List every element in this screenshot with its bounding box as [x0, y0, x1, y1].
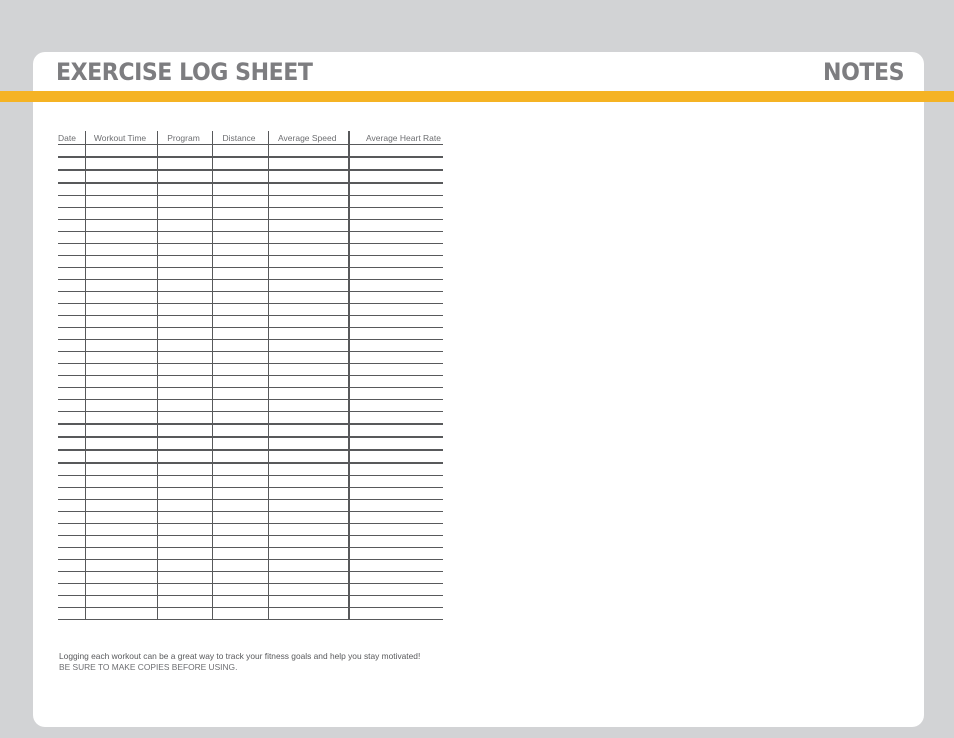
table-cell[interactable] [268, 316, 349, 328]
table-cell[interactable] [212, 183, 268, 196]
page-title: EXERCISE LOG SHEET [56, 58, 313, 86]
table-cell[interactable] [58, 170, 85, 183]
table-cell[interactable] [58, 364, 85, 376]
table-cell[interactable] [268, 584, 349, 596]
table-cell[interactable] [157, 157, 212, 170]
table-cell[interactable] [58, 340, 85, 352]
table-cell[interactable] [85, 220, 157, 232]
table-cell[interactable] [85, 316, 157, 328]
table-cell[interactable] [212, 304, 268, 316]
table-cell[interactable] [349, 584, 443, 596]
footer-note [59, 651, 420, 673]
table-cell[interactable] [157, 316, 212, 328]
table-cell[interactable] [268, 376, 349, 388]
table-cell[interactable] [268, 388, 349, 400]
table-cell[interactable] [349, 536, 443, 548]
table-row [58, 280, 443, 292]
table-cell[interactable] [349, 424, 443, 437]
table-cell[interactable] [85, 256, 157, 268]
table-cell[interactable] [58, 183, 85, 196]
table-cell[interactable] [85, 400, 157, 412]
table-cell[interactable] [58, 232, 85, 244]
table-cell[interactable] [58, 244, 85, 256]
table-cell[interactable] [157, 424, 212, 437]
column-header-program: Program [157, 131, 212, 145]
table-cell[interactable] [268, 596, 349, 608]
table-cell[interactable] [349, 572, 443, 584]
table-cell[interactable] [268, 400, 349, 412]
table-cell[interactable] [349, 548, 443, 560]
table-row [58, 388, 443, 400]
table-cell[interactable] [58, 437, 85, 450]
table-cell[interactable] [349, 316, 443, 328]
table-cell[interactable] [212, 572, 268, 584]
table-cell[interactable] [349, 437, 443, 450]
table-row [58, 412, 443, 425]
table-cell[interactable] [85, 208, 157, 220]
table-cell[interactable] [212, 476, 268, 488]
table-row [58, 304, 443, 316]
table-cell[interactable] [58, 536, 85, 548]
table-row [58, 220, 443, 232]
table-cell[interactable] [349, 183, 443, 196]
table-cell[interactable] [85, 584, 157, 596]
table-cell[interactable] [85, 268, 157, 280]
table-cell[interactable] [85, 292, 157, 304]
table-cell[interactable] [58, 524, 85, 536]
table-row [58, 157, 443, 170]
table-row [58, 316, 443, 328]
table-cell[interactable] [212, 244, 268, 256]
table-cell[interactable] [58, 388, 85, 400]
table-cell[interactable] [349, 292, 443, 304]
table-row [58, 524, 443, 536]
table-cell[interactable] [157, 244, 212, 256]
table-cell[interactable] [85, 145, 157, 158]
table-cell[interactable] [212, 220, 268, 232]
table-cell[interactable] [349, 450, 443, 463]
table-cell[interactable] [58, 548, 85, 560]
table-cell[interactable] [212, 450, 268, 463]
table-cell[interactable] [58, 352, 85, 364]
table-cell[interactable] [58, 256, 85, 268]
table-cell[interactable] [268, 304, 349, 316]
table-cell[interactable] [85, 512, 157, 524]
table-cell[interactable] [268, 256, 349, 268]
table-row [58, 170, 443, 183]
table-cell[interactable] [212, 280, 268, 292]
table-cell[interactable] [349, 196, 443, 208]
table-cell[interactable] [349, 256, 443, 268]
table-cell[interactable] [85, 450, 157, 463]
table-cell[interactable] [58, 572, 85, 584]
table-cell[interactable] [349, 376, 443, 388]
table-cell[interactable] [268, 500, 349, 512]
table-row [58, 352, 443, 364]
table-cell[interactable] [58, 292, 85, 304]
table-cell[interactable] [85, 536, 157, 548]
table-cell[interactable] [85, 524, 157, 536]
table-row [58, 512, 443, 524]
table-cell[interactable] [212, 412, 268, 425]
table-cell[interactable] [212, 170, 268, 183]
table-cell[interactable] [157, 376, 212, 388]
table-cell[interactable] [212, 340, 268, 352]
table-cell[interactable] [268, 268, 349, 280]
table-cell[interactable] [268, 220, 349, 232]
table-cell[interactable] [268, 536, 349, 548]
table-cell[interactable] [58, 328, 85, 340]
table-cell[interactable] [268, 208, 349, 220]
accent-bar [0, 91, 954, 102]
table-cell[interactable] [349, 304, 443, 316]
table-cell[interactable] [268, 244, 349, 256]
exercise-log-table [58, 131, 443, 620]
table-cell[interactable] [212, 584, 268, 596]
table-cell[interactable] [349, 340, 443, 352]
table-row [58, 560, 443, 572]
table-cell[interactable] [85, 560, 157, 572]
table-cell[interactable] [58, 500, 85, 512]
table-cell[interactable] [212, 208, 268, 220]
table-cell[interactable] [157, 196, 212, 208]
column-header-average-heart-rate: Average Heart Rate [349, 131, 443, 145]
table-cell[interactable] [349, 328, 443, 340]
table-cell[interactable] [157, 400, 212, 412]
table-cell[interactable] [85, 183, 157, 196]
table-cell[interactable] [268, 352, 349, 364]
table-cell[interactable] [157, 524, 212, 536]
table-cell[interactable] [58, 268, 85, 280]
table-cell[interactable] [349, 145, 443, 158]
table-header-row [58, 131, 443, 145]
table-cell[interactable] [157, 476, 212, 488]
table-row [58, 364, 443, 376]
table-cell[interactable] [349, 512, 443, 524]
table-cell[interactable] [157, 500, 212, 512]
table-cell[interactable] [268, 232, 349, 244]
table-cell[interactable] [157, 340, 212, 352]
table-row [58, 450, 443, 463]
table-row [58, 548, 443, 560]
table-cell[interactable] [268, 157, 349, 170]
table-cell[interactable] [268, 548, 349, 560]
table-cell[interactable] [349, 268, 443, 280]
table-cell[interactable] [349, 500, 443, 512]
table-cell[interactable] [85, 280, 157, 292]
table-row [58, 232, 443, 244]
table-cell[interactable] [212, 488, 268, 500]
table-cell[interactable] [349, 388, 443, 400]
table-cell[interactable] [157, 388, 212, 400]
table-cell[interactable] [157, 352, 212, 364]
table-cell[interactable] [85, 170, 157, 183]
table-row [58, 268, 443, 280]
table-cell[interactable] [212, 316, 268, 328]
table-cell[interactable] [268, 437, 349, 450]
table-cell[interactable] [157, 463, 212, 476]
table-cell[interactable] [268, 412, 349, 425]
table-cell[interactable] [349, 352, 443, 364]
table-cell[interactable] [58, 145, 85, 158]
table-cell[interactable] [58, 608, 85, 620]
table-row [58, 244, 443, 256]
table-cell[interactable] [85, 196, 157, 208]
table-cell[interactable] [349, 412, 443, 425]
table-cell[interactable] [157, 560, 212, 572]
table-cell[interactable] [268, 292, 349, 304]
table-cell[interactable] [349, 220, 443, 232]
table-row [58, 292, 443, 304]
table-row [58, 424, 443, 437]
table-cell[interactable] [85, 157, 157, 170]
table-cell[interactable] [85, 424, 157, 437]
table-row [58, 488, 443, 500]
table-cell[interactable] [85, 412, 157, 425]
table-cell[interactable] [268, 183, 349, 196]
table-cell[interactable] [268, 560, 349, 572]
table-cell[interactable] [58, 476, 85, 488]
table-cell[interactable] [212, 512, 268, 524]
table-cell[interactable] [58, 220, 85, 232]
table-cell[interactable] [85, 572, 157, 584]
table-cell[interactable] [349, 280, 443, 292]
table-cell[interactable] [58, 280, 85, 292]
table-cell[interactable] [58, 450, 85, 463]
table-cell[interactable] [212, 232, 268, 244]
table-cell[interactable] [157, 328, 212, 340]
table-row [58, 476, 443, 488]
table-cell[interactable] [157, 412, 212, 425]
table-cell[interactable] [212, 256, 268, 268]
table-cell[interactable] [349, 244, 443, 256]
table-cell[interactable] [157, 437, 212, 450]
table-row [58, 608, 443, 620]
table-cell[interactable] [58, 488, 85, 500]
table-cell[interactable] [349, 400, 443, 412]
table-cell[interactable] [157, 364, 212, 376]
table-cell[interactable] [157, 608, 212, 620]
table-cell[interactable] [58, 424, 85, 437]
table-cell[interactable] [58, 376, 85, 388]
table-row [58, 536, 443, 548]
table-cell[interactable] [268, 328, 349, 340]
table-cell[interactable] [85, 304, 157, 316]
table-cell[interactable] [349, 476, 443, 488]
table-cell[interactable] [212, 500, 268, 512]
table-cell[interactable] [157, 572, 212, 584]
table-cell[interactable] [58, 512, 85, 524]
table-cell[interactable] [349, 488, 443, 500]
table-cell[interactable] [349, 208, 443, 220]
table-row [58, 256, 443, 268]
table-row [58, 183, 443, 196]
table-cell[interactable] [349, 596, 443, 608]
table-cell[interactable] [212, 328, 268, 340]
table-cell[interactable] [85, 548, 157, 560]
table-cell[interactable] [268, 145, 349, 158]
table-cell[interactable] [85, 352, 157, 364]
table-cell[interactable] [157, 548, 212, 560]
table-cell[interactable] [157, 256, 212, 268]
table-cell[interactable] [212, 157, 268, 170]
table-cell[interactable] [58, 316, 85, 328]
table-row [58, 400, 443, 412]
table-row [58, 584, 443, 596]
table-cell[interactable] [212, 437, 268, 450]
table-row [58, 596, 443, 608]
table-cell[interactable] [268, 608, 349, 620]
table-cell[interactable] [58, 196, 85, 208]
footer-copies-instruction: BE SURE TO MAKE COPIES BEFORE USING. [59, 662, 238, 672]
table-cell[interactable] [157, 268, 212, 280]
table-cell[interactable] [85, 244, 157, 256]
footer-motivation-text: Logging each workout can be a great way to track your fitness goals and help you stay motivated! [59, 651, 421, 661]
table-cell[interactable] [85, 488, 157, 500]
table-cell[interactable] [157, 208, 212, 220]
table-cell[interactable] [212, 268, 268, 280]
table-cell[interactable] [58, 596, 85, 608]
table-cell[interactable] [212, 596, 268, 608]
table-cell[interactable] [157, 145, 212, 158]
table-cell[interactable] [58, 584, 85, 596]
table-cell[interactable] [85, 364, 157, 376]
table-cell[interactable] [157, 512, 212, 524]
table-cell[interactable] [212, 376, 268, 388]
table-cell[interactable] [212, 364, 268, 376]
table-cell[interactable] [58, 304, 85, 316]
notes-title: NOTES [822, 58, 904, 86]
table-cell[interactable] [268, 476, 349, 488]
table-cell[interactable] [268, 524, 349, 536]
table-cell[interactable] [212, 608, 268, 620]
table-cell[interactable] [157, 488, 212, 500]
table-row [58, 437, 443, 450]
column-header-workout-time: Workout Time [85, 131, 157, 145]
table-cell[interactable] [58, 412, 85, 425]
table-row [58, 145, 443, 158]
table-cell[interactable] [349, 157, 443, 170]
table-cell[interactable] [85, 437, 157, 450]
table-row [58, 196, 443, 208]
table-cell[interactable] [268, 280, 349, 292]
table-cell[interactable] [157, 596, 212, 608]
table-cell[interactable] [157, 280, 212, 292]
table-cell[interactable] [157, 220, 212, 232]
table-cell[interactable] [157, 304, 212, 316]
table-cell[interactable] [212, 524, 268, 536]
table-row [58, 208, 443, 220]
table-row [58, 463, 443, 476]
table-cell[interactable] [85, 463, 157, 476]
table-cell[interactable] [268, 170, 349, 183]
table-cell[interactable] [268, 512, 349, 524]
table-cell[interactable] [212, 145, 268, 158]
table-cell[interactable] [349, 364, 443, 376]
table-cell[interactable] [212, 536, 268, 548]
table-cell[interactable] [85, 328, 157, 340]
table-cell[interactable] [212, 388, 268, 400]
table-cell[interactable] [212, 560, 268, 572]
table-row [58, 376, 443, 388]
table-row [58, 328, 443, 340]
table-cell[interactable] [268, 572, 349, 584]
table-cell[interactable] [85, 376, 157, 388]
table-cell[interactable] [85, 340, 157, 352]
table-cell[interactable] [212, 548, 268, 560]
table-cell[interactable] [157, 584, 212, 596]
table-cell[interactable] [212, 400, 268, 412]
table-cell[interactable] [85, 476, 157, 488]
table-cell[interactable] [268, 463, 349, 476]
column-header-date: Date [58, 131, 85, 145]
table-row [58, 500, 443, 512]
table-cell[interactable] [349, 608, 443, 620]
table-cell[interactable] [157, 232, 212, 244]
table-row [58, 340, 443, 352]
table-cell[interactable] [268, 488, 349, 500]
table-cell[interactable] [58, 157, 85, 170]
table-cell[interactable] [212, 196, 268, 208]
table-cell[interactable] [212, 352, 268, 364]
table-cell[interactable] [268, 450, 349, 463]
table-cell[interactable] [268, 424, 349, 437]
table-cell[interactable] [157, 170, 212, 183]
table-cell[interactable] [85, 388, 157, 400]
table-cell[interactable] [58, 560, 85, 572]
table-cell[interactable] [349, 232, 443, 244]
table-cell[interactable] [157, 183, 212, 196]
table-cell[interactable] [268, 364, 349, 376]
table-cell[interactable] [58, 208, 85, 220]
table-cell[interactable] [268, 196, 349, 208]
table-cell[interactable] [349, 524, 443, 536]
table-cell[interactable] [85, 232, 157, 244]
table-cell[interactable] [349, 560, 443, 572]
column-header-distance: Distance [212, 131, 268, 145]
table-cell[interactable] [157, 536, 212, 548]
table-cell[interactable] [58, 400, 85, 412]
table-cell[interactable] [212, 292, 268, 304]
table-cell[interactable] [85, 500, 157, 512]
table-cell[interactable] [85, 596, 157, 608]
table-cell[interactable] [58, 463, 85, 476]
table-cell[interactable] [85, 608, 157, 620]
table-cell[interactable] [157, 450, 212, 463]
table-cell[interactable] [349, 463, 443, 476]
table-cell[interactable] [212, 463, 268, 476]
table-cell[interactable] [212, 424, 268, 437]
table-cell[interactable] [349, 170, 443, 183]
table-cell[interactable] [157, 292, 212, 304]
table-cell[interactable] [268, 340, 349, 352]
column-header-average-speed: Average Speed [268, 131, 349, 145]
table-row [58, 572, 443, 584]
